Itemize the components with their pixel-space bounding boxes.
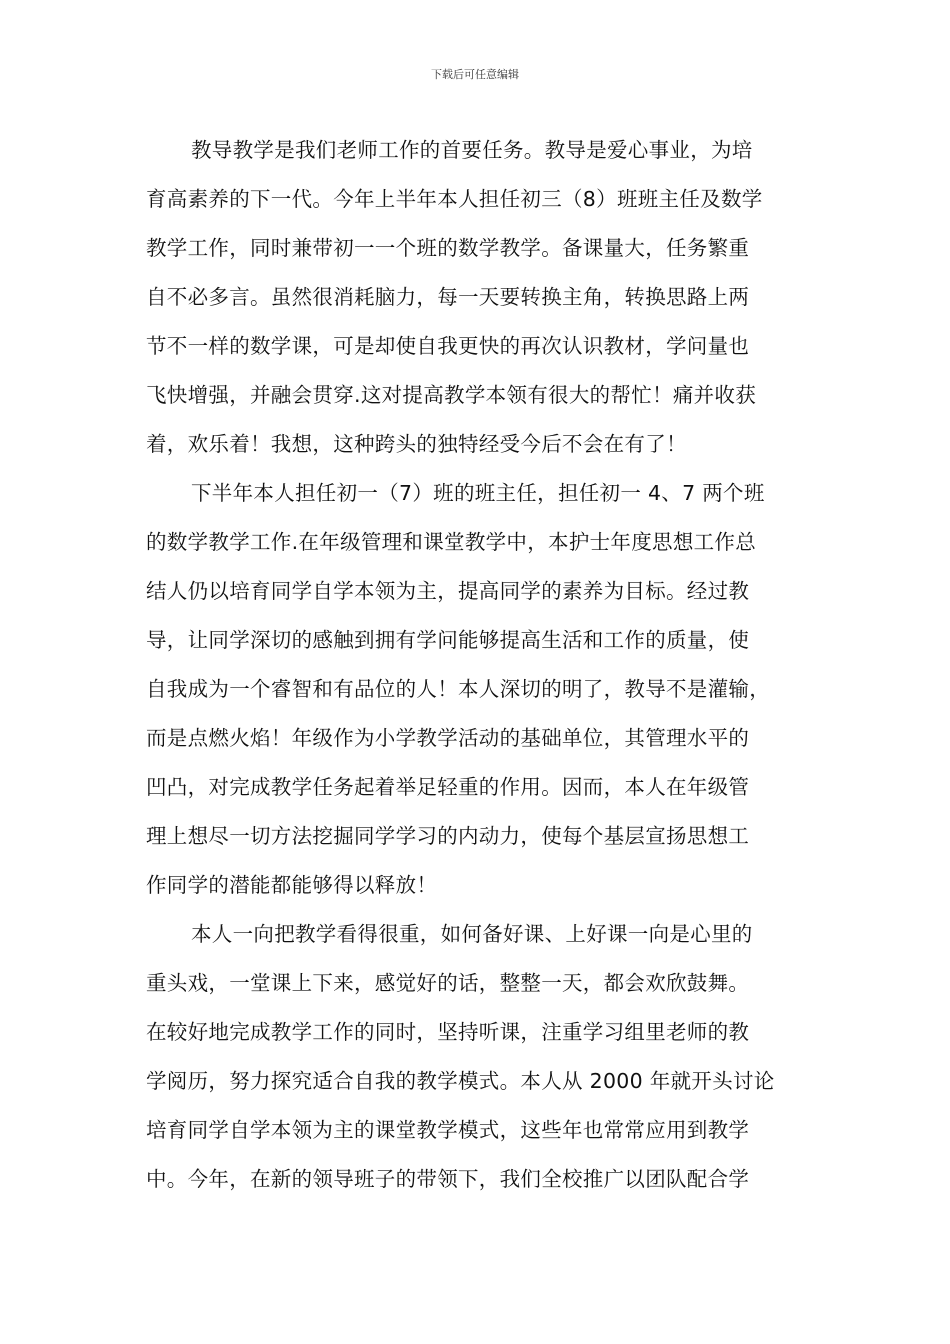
- paragraph-1: [146, 126, 836, 469]
- paragraph-line: 中。今年，在新的领导班子的带领下，我们全校推广以团队配合学: [146, 1167, 750, 1191]
- paragraph-line: 的数学教学工作.在年级管理和课堂教学中，本护士年度思想工作总: [146, 530, 757, 554]
- paragraph-line: 下半年本人担任初一（7）班的班主任，担任初一 4、7 两个班: [191, 481, 765, 505]
- document-body: [146, 126, 836, 1204]
- paragraph-line: 结人仍以培育同学自学本领为主，提高同学的素养为目标。经过教: [146, 579, 750, 603]
- paragraph-line: 节不一样的数学课，可是却使自我更快的再次认识教材，学问量也: [146, 334, 750, 358]
- paragraph-line: 自不必多言。虽然很消耗脑力，每一天要转换主角，转换思路上两: [146, 285, 750, 309]
- paragraph-line: 着，欢乐着！我想，这种跨头的独特经受今后不会在有了！: [146, 432, 687, 456]
- page-header: 下载后可任意编辑: [431, 68, 519, 81]
- paragraph-line: 作同学的潜能都能够得以释放！: [146, 873, 438, 897]
- paragraph-line: 教导教学是我们老师工作的首要任务。教导是爱心事业，为培: [191, 138, 753, 162]
- paragraph-line: 学阅历，努力探究适合自我的教学模式。本人从 2000 年就开头讨论: [146, 1069, 775, 1093]
- paragraph-line: 理上想尽一切方法挖掘同学学习的内动力，使每个基层宣扬思想工: [146, 824, 750, 848]
- paragraph-line: 育高素养的下一代。今年上半年本人担任初三（8）班班主任及数学: [146, 187, 763, 211]
- paragraph-line: 培育同学自学本领为主的课堂教学模式，这些年也常常应用到教学: [146, 1118, 750, 1142]
- paragraph-line: 在较好地完成教学工作的同时，坚持听课，注重学习组里老师的教: [146, 1020, 750, 1044]
- paragraph-3: [146, 910, 836, 1204]
- paragraph-2: [146, 469, 836, 910]
- paragraph-line: 而是点燃火焰！年级作为小学教学活动的基础单位，其管理水平的: [146, 726, 750, 750]
- paragraph-line: 凹凸，对完成教学任务起着举足轻重的作用。因而，本人在年级管: [146, 775, 750, 799]
- paragraph-line: 重头戏，一堂课上下来，感觉好的话，整整一天，都会欢欣鼓舞。: [146, 971, 750, 995]
- paragraph-line: 教学工作，同时兼带初一一个班的数学教学。备课量大，任务繁重: [146, 236, 750, 260]
- paragraph-line: 自我成为一个睿智和有品位的人！本人深切的明了，教导不是灌输，: [146, 677, 770, 701]
- paragraph-line: 本人一向把教学看得很重，如何备好课、上好课一向是心里的: [191, 922, 753, 946]
- paragraph-line: 导，让同学深切的感触到拥有学问能够提高生活和工作的质量，使: [146, 628, 750, 652]
- paragraph-line: 飞快增强，并融会贯穿.这对提高教学本领有很大的帮忙！痛并收获: [146, 383, 757, 407]
